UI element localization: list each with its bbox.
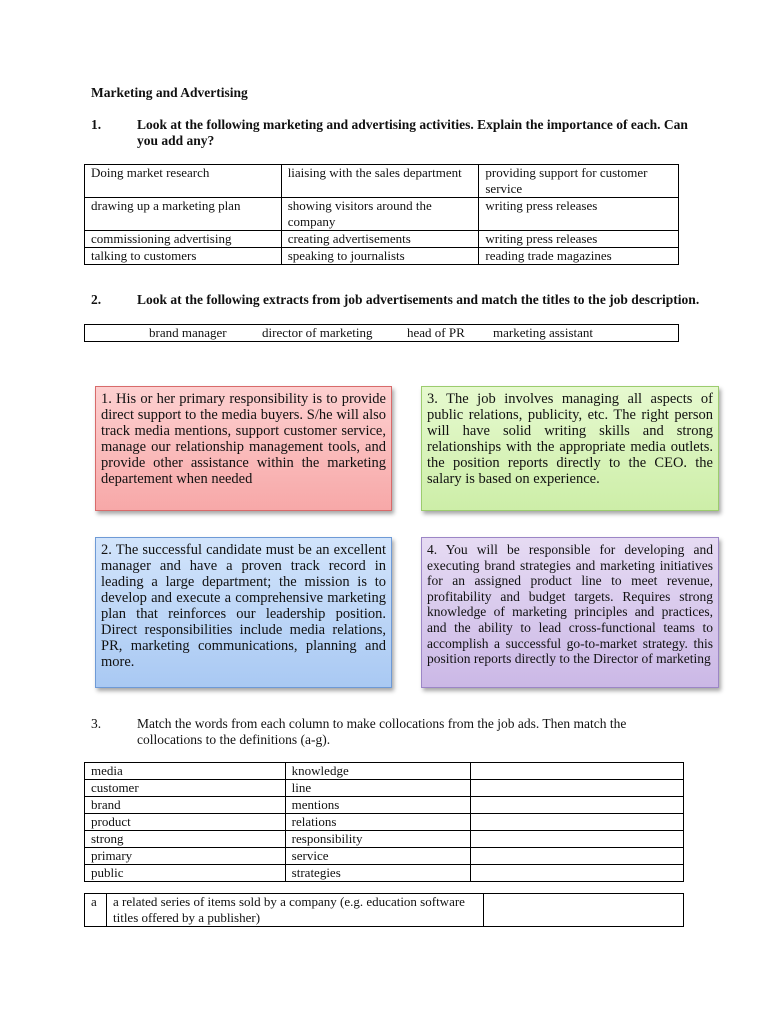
collocations-table — [84, 762, 684, 882]
table-cell: drawing up a marketing plan — [85, 198, 282, 231]
table-row — [85, 797, 684, 814]
table-cell: commissioning advertising — [85, 231, 282, 248]
question-2-text: Look at the following extracts from job advertisements and match the titles to the job description. — [137, 292, 700, 307]
page-title: Marketing and Advertising — [91, 85, 248, 100]
table-cell: knowledge — [285, 763, 471, 780]
table-cell: responsibility — [285, 831, 471, 848]
table-cell: brand — [85, 797, 286, 814]
table-row — [85, 848, 684, 865]
definition-answer-cell[interactable] — [484, 894, 684, 927]
table-cell — [471, 848, 684, 865]
job-ad-4: 4. You will be responsible for developing and executing brand strategies and marketing initiatives for an assigned product line to meet revenue, profitability and budget targets. Requires strong knowledge of marketing principles and practices, and the ability to lead cross-functional teams to accomplish a successful go-to-market strategy. this position reports directly to the Director of marketing — [421, 537, 719, 688]
table-row — [85, 248, 679, 265]
question-1-text: Look at the following marketing and advertising activities. Explain the importance of each. Can you add any? — [137, 117, 688, 148]
table-cell — [471, 797, 684, 814]
job-ad-3: 3. The job involves managing all aspects of public relations, publicity, etc. The right person will have solid writing skills and strong relationships with the appropriate media outlets. the position reports directly to the CEO. the salary is based on experience. — [421, 386, 719, 511]
table-cell: providing support for customer service — [479, 165, 679, 198]
table-cell: talking to customers — [85, 248, 282, 265]
table-cell: strong — [85, 831, 286, 848]
table-cell: public — [85, 865, 286, 882]
table-cell: service — [285, 848, 471, 865]
activities-table — [84, 164, 679, 265]
question-3-number: 3. — [91, 716, 102, 731]
question-1-number: 1. — [91, 117, 102, 132]
job-title: head of PR — [407, 325, 465, 340]
table-cell: reading trade magazines — [479, 248, 679, 265]
table-row — [85, 814, 684, 831]
table-cell: liaising with the sales department — [281, 165, 479, 198]
table-cell — [471, 865, 684, 882]
table-cell — [471, 780, 684, 797]
table-row — [85, 231, 679, 248]
job-titles-box — [84, 324, 679, 342]
definitions-table — [84, 893, 684, 927]
job-ad-1: 1. His or her primary responsibility is to provide direct support to the media buyers. S/he will also track media mentions, support customer service, manage our relationship management tools, and provide other assistance within the marketing departement when needed — [95, 386, 392, 511]
table-cell: primary — [85, 848, 286, 865]
table-cell: product — [85, 814, 286, 831]
table-row — [85, 198, 679, 231]
table-cell — [471, 763, 684, 780]
table-cell: strategies — [285, 865, 471, 882]
table-cell: showing visitors around the company — [281, 198, 479, 231]
table-row — [85, 780, 684, 797]
table-cell: speaking to journalists — [281, 248, 479, 265]
table-row — [85, 763, 684, 780]
job-title: brand manager — [149, 325, 227, 340]
table-cell: creating advertisements — [281, 231, 479, 248]
question-2-number: 2. — [91, 292, 102, 307]
table-cell: writing press releases — [479, 231, 679, 248]
table-row — [85, 894, 684, 927]
table-cell: relations — [285, 814, 471, 831]
table-cell — [471, 814, 684, 831]
table-row — [85, 165, 679, 198]
table-cell: writing press releases — [479, 198, 679, 231]
job-title: director of marketing — [262, 325, 373, 340]
definition-text: a related series of items sold by a company (e.g. education software titles offered by a publisher) — [106, 894, 483, 927]
definition-letter: a — [85, 894, 107, 927]
table-cell: Doing market research — [85, 165, 282, 198]
table-row — [85, 831, 684, 848]
table-row — [85, 865, 684, 882]
table-cell — [471, 831, 684, 848]
table-cell: line — [285, 780, 471, 797]
job-title: marketing assistant — [493, 325, 594, 340]
job-ad-2: 2. The successful candidate must be an excellent manager and have a proven track record in leading a large department; the mission is to develop and execute a comprehensive marketing plan that reinforces our leadership position. Direct responsibilities include media relations, PR, marketing communications, planning and more. — [95, 537, 392, 688]
question-3-text: Match the words from each column to make collocations from the job ads. Then match the collocations to the definitions (a-g). — [137, 716, 627, 747]
table-cell: mentions — [285, 797, 471, 814]
table-cell: customer — [85, 780, 286, 797]
table-cell: media — [85, 763, 286, 780]
